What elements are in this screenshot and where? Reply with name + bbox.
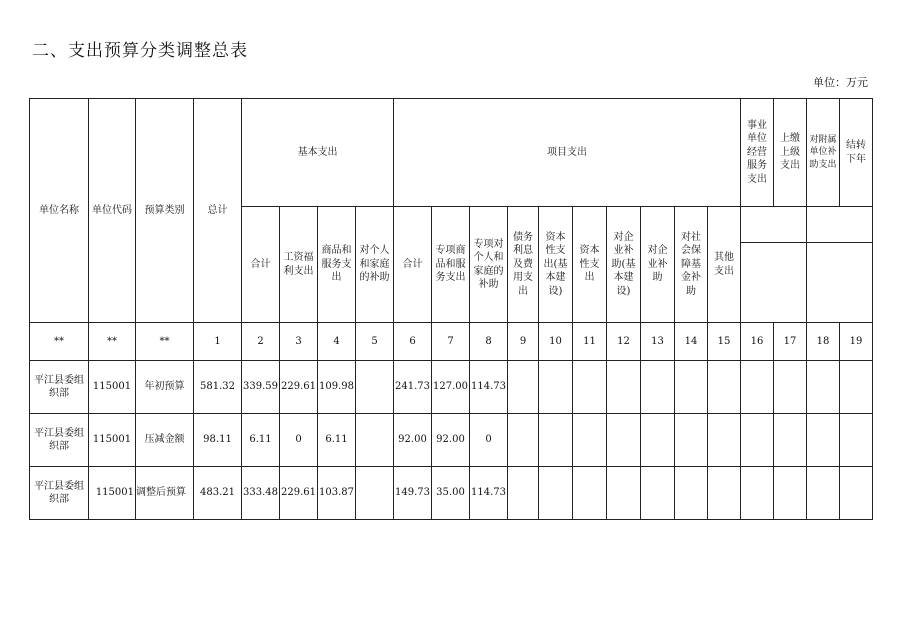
cell-project-other (708, 467, 741, 520)
table-row (30, 361, 873, 414)
header-project-goods: 专项商品和服务支出 (432, 207, 470, 323)
cell-basic-personal (356, 414, 394, 467)
index-cell: 4 (318, 323, 356, 361)
table-row (30, 414, 873, 467)
header-unit-name: 单位名称 (30, 99, 89, 323)
cell-project-capital (573, 414, 607, 467)
cell-project-social-security (675, 414, 708, 467)
cell-project-social-security (675, 361, 708, 414)
cell-basic-goods: 6.11 (318, 414, 356, 467)
cell-project-other (708, 361, 741, 414)
header-empty-d (807, 243, 873, 323)
unit-label: 单位：万元 (813, 76, 868, 89)
cell-project-debt (508, 414, 539, 467)
cell-upper (774, 414, 807, 467)
cell-basic-personal (356, 361, 394, 414)
header-empty-c (741, 243, 807, 323)
cell-basic-total: 6.11 (242, 414, 280, 467)
header-project-enterprise: 对企业补助 (641, 207, 675, 323)
cell-affiliated (807, 361, 840, 414)
header-project-capital-basic: 资本性支出(基本建设) (539, 207, 573, 323)
cell-budget-type: 调整后预算 (136, 467, 194, 520)
header-project-capital: 资本性支出 (573, 207, 607, 323)
index-row (30, 323, 873, 361)
index-cell: 8 (470, 323, 508, 361)
cell-basic-goods: 109.98 (318, 361, 356, 414)
index-cell: 2 (242, 323, 280, 361)
cell-basic-wages: 229.61 (280, 467, 318, 520)
header-basic: 基本支出 (242, 99, 394, 207)
cell-project-debt (508, 361, 539, 414)
cell-total: 581.32 (194, 361, 242, 414)
cell-carry (840, 361, 873, 414)
cell-basic-total: 339.59 (242, 361, 280, 414)
index-cell: 3 (280, 323, 318, 361)
cell-project-debt (508, 467, 539, 520)
header-upper: 上缴上级支出 (774, 99, 807, 207)
cell-project-capital-basic (539, 467, 573, 520)
header-project-total: 合计 (394, 207, 432, 323)
cell-unit-name: 平江县委组织部 (30, 467, 89, 520)
index-cell: 10 (539, 323, 573, 361)
cell-total: 483.21 (194, 467, 242, 520)
cell-total: 98.11 (194, 414, 242, 467)
index-cell: 5 (356, 323, 394, 361)
cell-unit-name: 平江县委组织部 (30, 361, 89, 414)
cell-project-goods: 127.00 (432, 361, 470, 414)
cell-project-enterprise (641, 414, 675, 467)
cell-upper (774, 467, 807, 520)
cell-project-total: 241.73 (394, 361, 432, 414)
cell-basic-goods: 103.87 (318, 467, 356, 520)
header-basic-wages: 工资福利支出 (280, 207, 318, 323)
header-project: 项目支出 (394, 99, 741, 207)
index-cell: 9 (508, 323, 539, 361)
cell-project-capital (573, 361, 607, 414)
cell-unit-code: 115001 (89, 467, 136, 520)
cell-project-enterprise (641, 467, 675, 520)
index-cell: ** (136, 323, 194, 361)
budget-table (29, 98, 873, 520)
header-basic-personal: 对个人和家庭的补助 (356, 207, 394, 323)
cell-project-other (708, 414, 741, 467)
header-project-personal: 专项对个人和家庭的补助 (470, 207, 508, 323)
index-cell: 16 (741, 323, 774, 361)
cell-project-goods: 35.00 (432, 467, 470, 520)
cell-unit-name: 平江县委组织部 (30, 414, 89, 467)
cell-carry (840, 414, 873, 467)
index-cell: 19 (840, 323, 873, 361)
header-basic-goods: 商品和服务支出 (318, 207, 356, 323)
data-rows (30, 361, 873, 520)
cell-basic-wages: 229.61 (280, 361, 318, 414)
cell-project-capital-basic (539, 414, 573, 467)
header-affiliated: 对附属单位补助支出 (807, 99, 840, 207)
header-project-social-security: 对社会保障基金补助 (675, 207, 708, 323)
index-cell: 17 (774, 323, 807, 361)
cell-affiliated (807, 467, 840, 520)
cell-affiliated (807, 414, 840, 467)
cell-project-personal: 114.73 (470, 467, 508, 520)
header-total: 总计 (194, 99, 242, 323)
header-project-enterprise-basic: 对企业补助(基本建设) (607, 207, 641, 323)
cell-project-enterprise-basic (607, 467, 641, 520)
index-cell: ** (89, 323, 136, 361)
cell-business (741, 467, 774, 520)
table-row (30, 467, 873, 520)
header-empty-a (741, 207, 807, 243)
cell-project-personal: 114.73 (470, 361, 508, 414)
index-cell: 14 (675, 323, 708, 361)
index-cell: 7 (432, 323, 470, 361)
cell-project-personal: 0 (470, 414, 508, 467)
index-cell: 1 (194, 323, 242, 361)
cell-upper (774, 361, 807, 414)
cell-project-capital (573, 467, 607, 520)
cell-business (741, 361, 774, 414)
cell-budget-type: 年初预算 (136, 361, 194, 414)
header-project-other: 其他支出 (708, 207, 741, 323)
header-row-1 (30, 99, 873, 207)
index-cell: 12 (607, 323, 641, 361)
header-business: 事业单位经营服务支出 (741, 99, 774, 207)
cell-project-total: 149.73 (394, 467, 432, 520)
cell-basic-wages: 0 (280, 414, 318, 467)
cell-basic-personal (356, 467, 394, 520)
index-cell: 13 (641, 323, 675, 361)
index-cell: ** (30, 323, 89, 361)
index-cell: 18 (807, 323, 840, 361)
cell-project-capital-basic (539, 361, 573, 414)
cell-carry (840, 467, 873, 520)
header-carry: 结转下年 (840, 99, 873, 207)
index-cell: 11 (573, 323, 607, 361)
page-title: 二、支出预算分类调整总表 (32, 41, 248, 61)
header-basic-total: 合计 (242, 207, 280, 323)
index-cell: 6 (394, 323, 432, 361)
header-budget-type: 预算类别 (136, 99, 194, 323)
header-project-debt: 债务利息及费用支出 (508, 207, 539, 323)
cell-budget-type: 压减金额 (136, 414, 194, 467)
cell-project-enterprise (641, 361, 675, 414)
cell-business (741, 414, 774, 467)
header-empty-b (807, 207, 873, 243)
cell-project-goods: 92.00 (432, 414, 470, 467)
cell-project-total: 92.00 (394, 414, 432, 467)
cell-unit-code: 115001 (89, 414, 136, 467)
cell-project-enterprise-basic (607, 414, 641, 467)
cell-project-social-security (675, 467, 708, 520)
index-cell: 15 (708, 323, 741, 361)
cell-unit-code: 115001 (89, 361, 136, 414)
cell-project-enterprise-basic (607, 361, 641, 414)
header-unit-code: 单位代码 (89, 99, 136, 323)
cell-basic-total: 333.48 (242, 467, 280, 520)
